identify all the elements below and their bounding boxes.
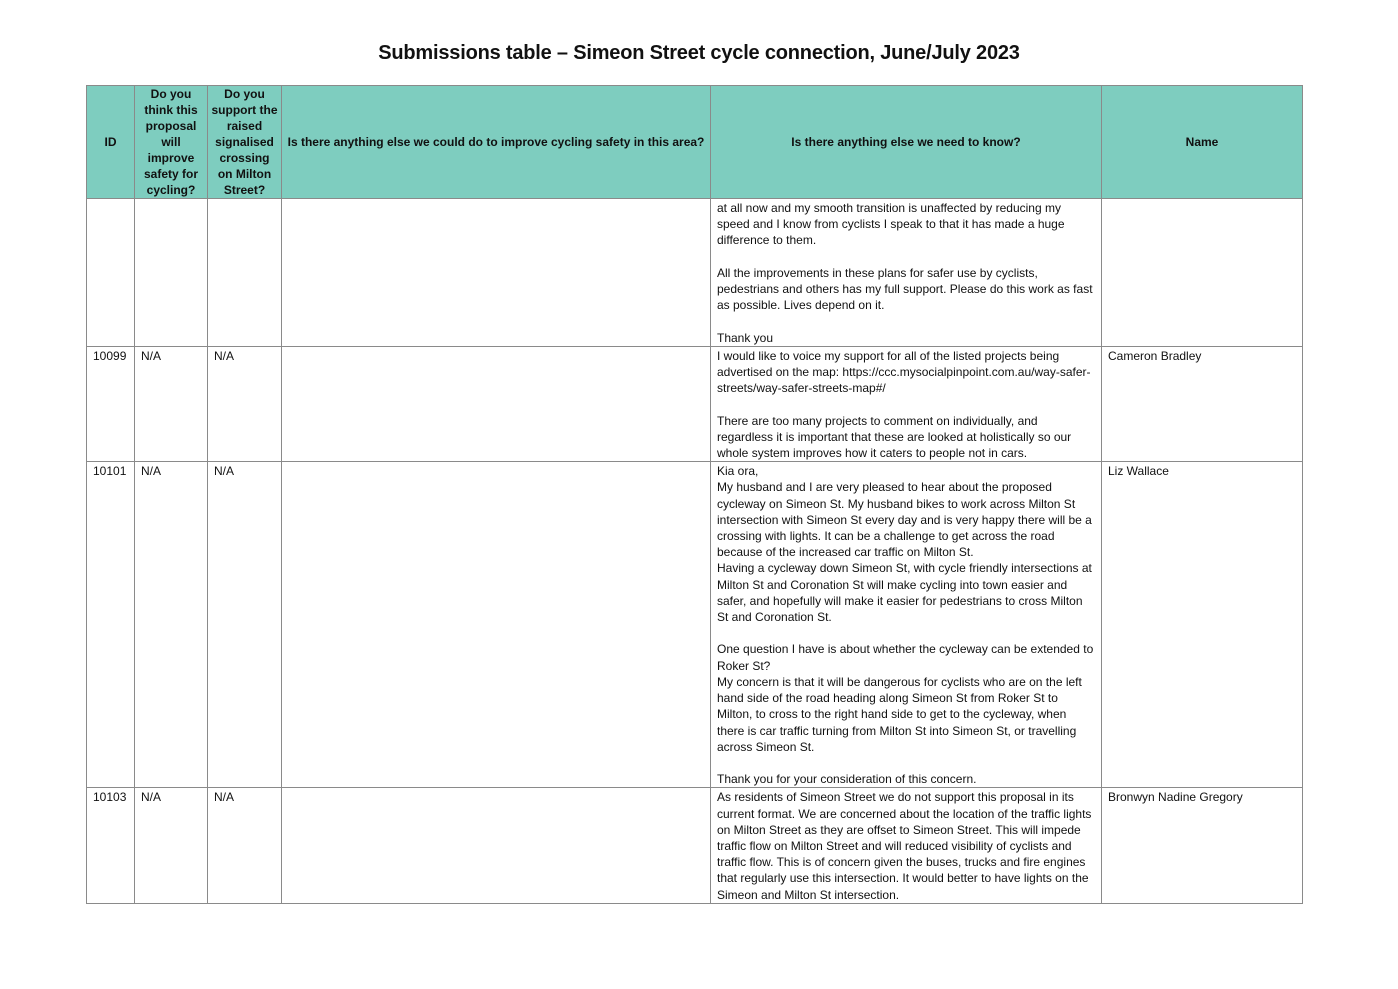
cell-id: 10101 [87,462,135,788]
cell-support-crossing: N/A [208,788,282,903]
cell-support-crossing: N/A [208,462,282,788]
page-title: Submissions table – Simeon Street cycle connection, June/July 2023 [378,42,1020,64]
cell-support-crossing: N/A [208,346,282,461]
submissions-table [86,85,1303,904]
cell-support-crossing [208,199,282,347]
table-row [87,788,1303,903]
cell-improve-safety: N/A [135,462,208,788]
table-row [87,462,1303,788]
cell-improve-safety [135,199,208,347]
cell-improve-cycling [282,199,711,347]
cell-name: Cameron Bradley [1102,346,1303,461]
table-row [87,199,1303,347]
cell-improve-cycling [282,462,711,788]
header-name: Name [1102,86,1303,199]
header-id: ID [87,86,135,199]
cell-anything-else: As residents of Simeon Street we do not support this proposal in its current format. We are concerned about the location of the traffic lights on Milton Street as they are offset to Simeon Street. This will impede traffic flow on Milton Street and will reduced visibility of cyclists and traffic flow. This is of concern given the buses, trucks and fire engines that regularly use this intersection. It would better to have lights on the Simeon and Milton St intersection. [711,788,1102,903]
cell-improve-safety: N/A [135,788,208,903]
cell-id: 10103 [87,788,135,903]
cell-improve-safety: N/A [135,346,208,461]
header-anything-else: Is there anything else we need to know? [711,86,1102,199]
header-improve-cycling: Is there anything else we could do to improve cycling safety in this area? [282,86,711,199]
table-header-row [87,86,1303,199]
cell-name: Bronwyn Nadine Gregory [1102,788,1303,903]
cell-improve-cycling [282,788,711,903]
cell-improve-cycling [282,346,711,461]
cell-anything-else: Kia ora, My husband and I are very pleased to hear about the proposed cycleway on Simeon St. My husband bikes to work across Milton St intersection with Simeon St every day and is very happy there will be a crossing with lights. It can be a challenge to get across the road because of the increased car traffic on Milton St. Having a cycleway down Simeon St, with cycle friendly intersections at Milton St and Coronation St will make cycling into town easier and safer, and hopefully will make it easier for pedestrians to cross Milton St and Coronation St. One question I have is about whether the cycleway can be extended to Roker St? My concern is that it will be dangerous for cyclists who are on the left hand side of the road heading along Simeon St from Roker St to Milton, to cross to the right hand side to get to the cycleway, when there is car traffic turning from Milton St into Simeon St, or travelling across Simeon St. Thank you for your consideration of this concern. [711,462,1102,788]
header-support-crossing: Do you support the raised signalised crossing on Milton Street? [208,86,282,199]
cell-name [1102,199,1303,347]
cell-anything-else: at all now and my smooth transition is unaffected by reducing my speed and I know from cyclists I speak to that it has made a huge difference to them. All the improvements in these plans for safer use by cyclists, pedestrians and others has my full support. Please do this work as fast as possible. Lives depend on it. Thank you [711,199,1102,347]
header-improve-safety: Do you think this proposal will improve safety for cycling? [135,86,208,199]
cell-id: 10099 [87,346,135,461]
cell-anything-else: I would like to voice my support for all of the listed projects being advertised on the map: https://ccc.mysocialpinpoint.com.au/way-safer-streets/way-safer-streets-map#/ There are too many projects to comment on individually, and regardless it is important that these are looked at holistically so our whole system improves how it caters to people not in cars. [711,346,1102,461]
cell-id [87,199,135,347]
table-row [87,346,1303,461]
cell-name: Liz Wallace [1102,462,1303,788]
